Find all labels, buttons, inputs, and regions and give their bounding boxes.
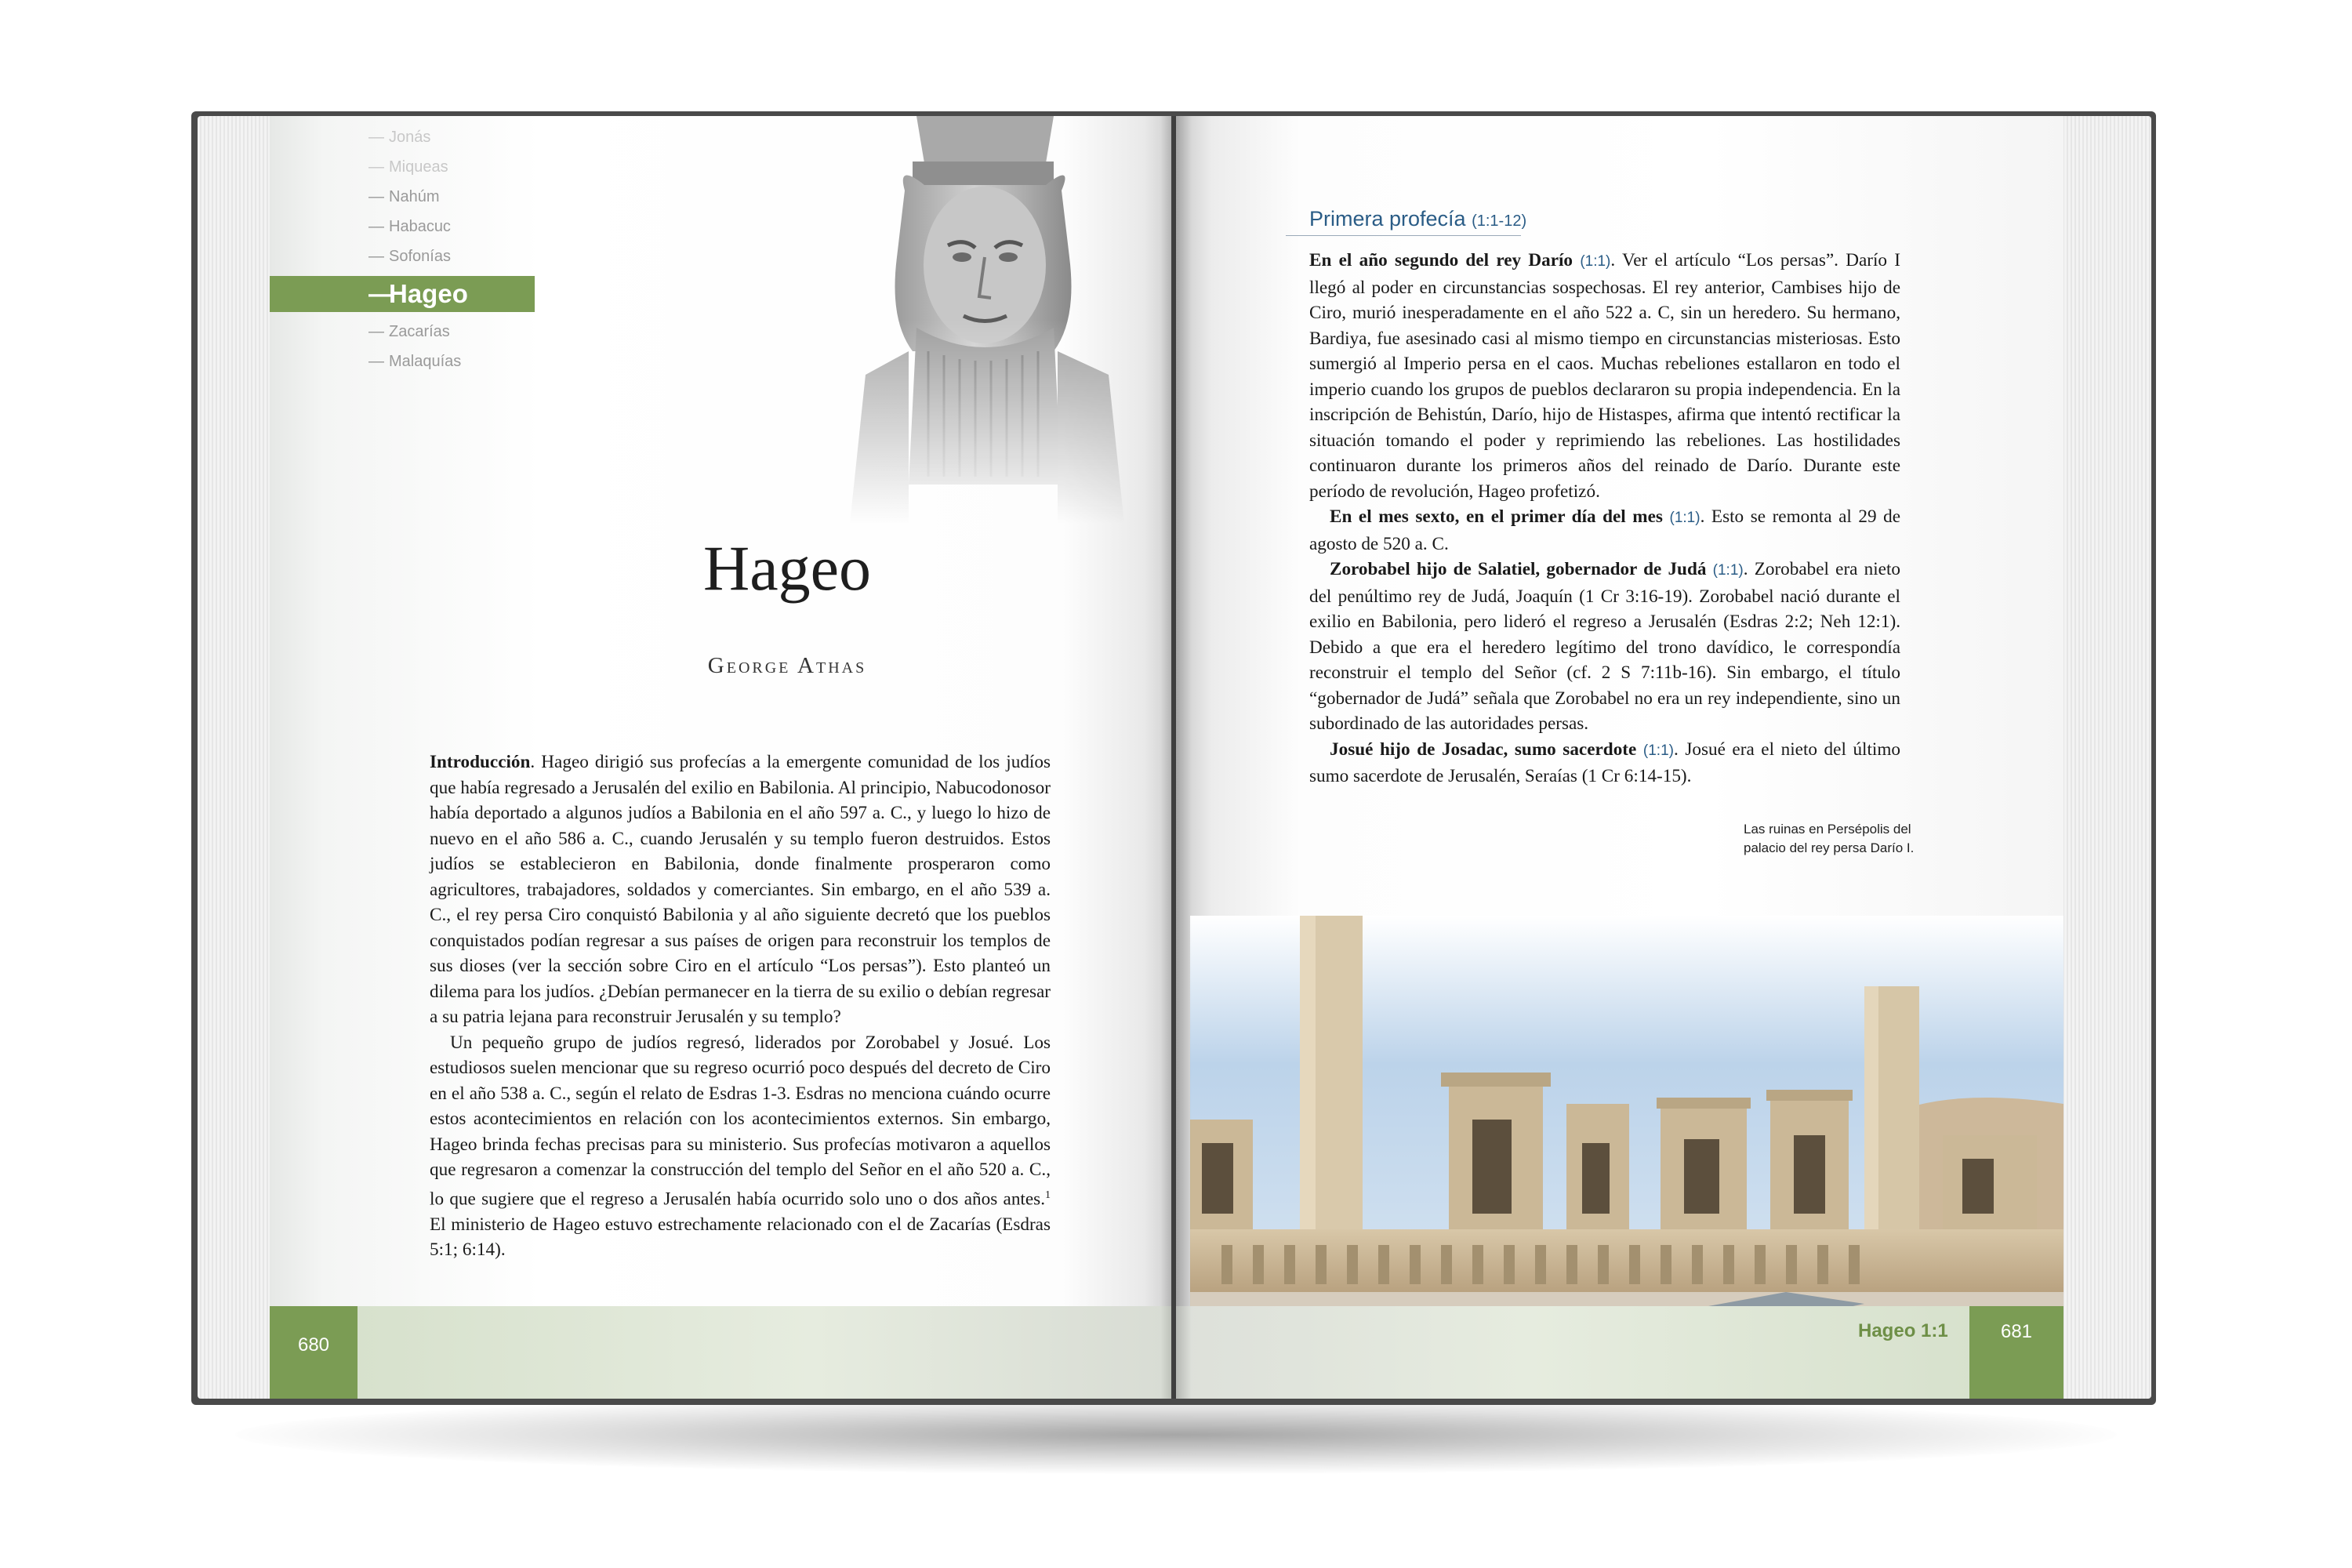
book-nav-item-miqueas: — Miqueas bbox=[368, 158, 448, 176]
persian-statue-image bbox=[818, 116, 1148, 524]
book-nav bbox=[270, 122, 583, 376]
photo-caption: Las ruinas en Persépolis del palacio del rey persa Darío I. bbox=[1744, 822, 1915, 855]
book-nav-item-hageo: — Hageo bbox=[270, 276, 535, 312]
verse-ref: (1:1) bbox=[1712, 562, 1744, 579]
author-name: George Athas bbox=[707, 653, 867, 678]
page-number-left: 680 bbox=[270, 1306, 358, 1399]
commentary-paragraph: En el año segundo del rey Darío (1:1). Ver el artículo “Los persas”. Darío I llegó al poder en circunstancias sospechosas. El rey anterior, Cambises hijo de Ciro, murió inesperadamente en el año 522 a. C, sin un heredero. Su hermano, Bardiya, fue asesinado casi al mismo tiempo en circunstancias misteriosas. Esto sumergió al Imperio persa en el caos. Muchas rebeliones estallaron en todo el imperio cuando los grupos de pueblos declararon su propia independencia. En la inscripción de Behistún, Darío, hijo de Histaspes, afirma que intentó rectificar la situación tomando el poder y reprimiendo las rebeliones. Las hostilidades continuaron durante los primeros años del reinado de Darío. Durante este período de revolución, Hageo profetizó. bbox=[1309, 250, 1900, 502]
book-title: Hageo bbox=[702, 532, 871, 604]
book-nav-item-zacarias: — Zacarías bbox=[368, 323, 450, 340]
intro-lead: Introducción bbox=[430, 752, 531, 772]
page-number-right: 681 bbox=[1969, 1306, 2063, 1399]
book-nav-item-malaquias: — Malaquías bbox=[368, 353, 462, 370]
book-gutter bbox=[1160, 116, 1192, 1399]
commentary-text bbox=[1309, 248, 1900, 789]
page-stack-right bbox=[2060, 116, 2151, 1399]
running-head: Hageo 1:1 bbox=[1858, 1320, 1948, 1341]
book-shadow bbox=[235, 1396, 2117, 1474]
verse-ref: (1:1) bbox=[1580, 253, 1611, 270]
footnote-mark: 1 bbox=[1045, 1189, 1051, 1201]
verse-ref: (1:1) bbox=[1642, 742, 1674, 759]
persepolis-ruins-photo bbox=[1190, 916, 2063, 1339]
section-heading-ref: (1:1-12) bbox=[1472, 212, 1527, 230]
right-page bbox=[1176, 116, 2063, 1399]
book-nav-item-sofonias: — Sofonías bbox=[368, 248, 451, 265]
commentary-paragraph: Zorobabel hijo de Salatiel, gobernador de Judá (1:1). Zorobabel era nieto del penúltimo rey de Judá, Joaquín (1 Cr 3:16-19). Zorobabel nació durante el exilio en Babilonia, pero lideró el regreso a Jerusalén (Esdras 2:2; Neh 12:1). Debido a que era el heredero legítimo del trono davídico, le correspondía reconstruir el templo del Señor (cf. 2 S 7:11b-16). Sin embargo, el título “gobernador de Judá” señala que Zorobabel no era un rey independiente, sino un subordinado de las autoridades persas. bbox=[1309, 559, 1900, 734]
left-footer-band bbox=[270, 1306, 1171, 1399]
commentary-paragraph: En el mes sexto, en el primer día del mes (1:1). Esto se remonta al 29 de agosto de 520 a. C. bbox=[1309, 506, 1900, 554]
book-nav-item-nahum: — Nahúm bbox=[368, 188, 440, 205]
left-page bbox=[270, 116, 1171, 1399]
introduction-text bbox=[430, 750, 1051, 1263]
verse-ref: (1:1) bbox=[1669, 510, 1700, 526]
book-nav-item-jonas: — Jonás bbox=[368, 129, 431, 146]
section-heading: Primera profecía (1:1-12) bbox=[1309, 207, 1527, 230]
intro-paragraph-2: Un pequeño grupo de judíos regresó, liderados por Zorobabel y Josué. Los estudiosos suelen mencionar que su regreso ocurrió poco después del decreto de Ciro en el año 538 a. C., según el relato de Esdras 1-3. Esdras no menciona cuándo ocurre estos acontecimientos en relación con los acontecimientos externos. Sin embargo, Hageo brinda fechas precisas para su ministerio. Sus profecías motivaron a aquellos que regresaron a comenzar la construcción del templo del Señor en el año 520 a. C., lo que sugiere que el regreso a Jerusalén había ocurrido solo uno o dos años antes.$^1$ El ministerio de Hageo estuvo estrechamente relacionado con el de Zacarías (Esdras 5:1; 6:14). bbox=[430, 1032, 1051, 1261]
section-rule bbox=[1286, 235, 1521, 236]
intro-paragraph-1: Introducción. Hageo dirigió sus profecías a la emergente comunidad de los judíos que había regresado a Jerusalén del exilio en Babilonia. Al principio, Nabucodonosor había deportado a algunos judíos a Babilonia en el año 597 a. C., y luego lo hizo de nuevo en el año 586 a. C., cuando Jerusalén y su templo fueron destruidos. Estos judíos se establecieron en Babilonia, donde finalmente prosperaron como agricultores, trabajadores, soldados y comerciantes. Sin embargo, en el año 539 a. C., el rey persa Ciro conquistó Babilonia y al año siguiente decretó que los pueblos conquistados podían regresar a sus países de origen para reconstruir los templos de sus dioses (ver la sección sobre Ciro en el artículo “Los persas”). Esto planteó un dilema para los judíos. ¿Debían permanecer en la tierra de su exilio o debían regresar a su patria lejana para reconstruir Jerusalén y su templo? bbox=[430, 752, 1051, 1027]
book-nav-item-habacuc: — Habacuc bbox=[368, 218, 451, 235]
commentary-paragraph: Josué hijo de Josadac, sumo sacerdote (1:1). Josué era el nieto del último sumo sacerdote de Jerusalén, Seraías (1 Cr 6:14-15). bbox=[1309, 739, 1901, 786]
